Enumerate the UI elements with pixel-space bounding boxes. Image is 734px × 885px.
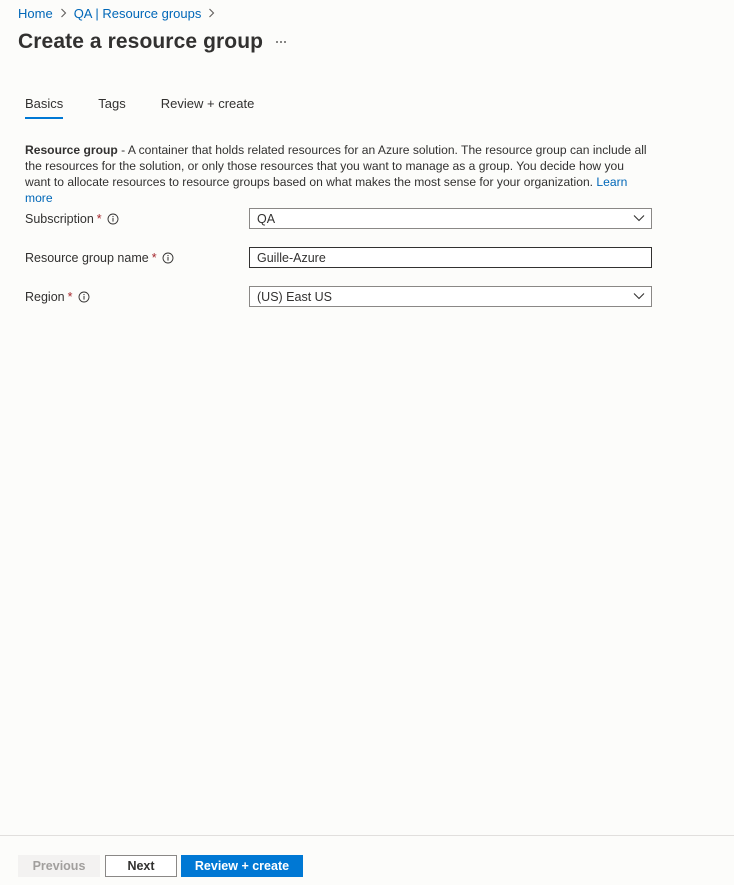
- footer-bar: [0, 835, 734, 885]
- region-label-text: Region: [25, 289, 65, 304]
- resource-group-name-row: [25, 247, 652, 268]
- info-icon[interactable]: [162, 252, 174, 264]
- chevron-down-icon: [633, 214, 645, 222]
- tab-tags[interactable]: Tags: [98, 96, 126, 111]
- required-marker: *: [67, 289, 73, 304]
- tab-basics[interactable]: Basics: [25, 96, 63, 118]
- review-create-button[interactable]: Review + create: [181, 855, 303, 877]
- required-marker: *: [151, 250, 157, 265]
- resource-group-name-label-text: Resource group name: [25, 250, 149, 265]
- tab-review-create[interactable]: Review + create: [160, 96, 255, 111]
- chevron-right-icon: [60, 8, 67, 18]
- resource-group-description: [25, 142, 650, 206]
- learn-more-link[interactable]: Learn more: [25, 175, 628, 205]
- description-text: - A container that holds related resources for an Azure solution. The resource group can include all the resources for the solution, or only those resources that you want to manage as a group. You decide how you want to allocate resources to resource groups based on what makes the most sense for your organization.: [25, 143, 647, 189]
- breadcrumb-home-link[interactable]: Home: [18, 5, 53, 21]
- required-marker: *: [96, 211, 102, 226]
- next-button[interactable]: Next: [105, 855, 177, 877]
- region-value: (US) East US: [257, 289, 333, 304]
- subscription-value: QA: [257, 211, 276, 226]
- subscription-select[interactable]: [249, 208, 652, 229]
- subscription-label-text: Subscription: [25, 211, 94, 226]
- more-options-button[interactable]: [273, 34, 289, 50]
- resource-group-name-input[interactable]: [249, 247, 652, 268]
- region-row: [25, 286, 652, 307]
- chevron-right-icon: [208, 8, 215, 18]
- subscription-row: [25, 208, 652, 229]
- description-term: Resource group: [25, 143, 118, 157]
- resource-group-name-label: [25, 251, 174, 265]
- ellipsis-icon: [275, 40, 287, 44]
- tab-bar: [25, 96, 289, 118]
- info-icon[interactable]: [107, 213, 119, 225]
- previous-button[interactable]: Previous: [18, 855, 100, 877]
- breadcrumb: [18, 5, 222, 21]
- breadcrumb-resource-groups-link[interactable]: QA | Resource groups: [73, 5, 202, 21]
- chevron-down-icon: [633, 292, 645, 300]
- page-title: Create a resource group: [18, 30, 264, 53]
- region-label: [25, 290, 90, 304]
- subscription-label: [25, 212, 119, 226]
- region-select[interactable]: [249, 286, 652, 307]
- info-icon[interactable]: [78, 291, 90, 303]
